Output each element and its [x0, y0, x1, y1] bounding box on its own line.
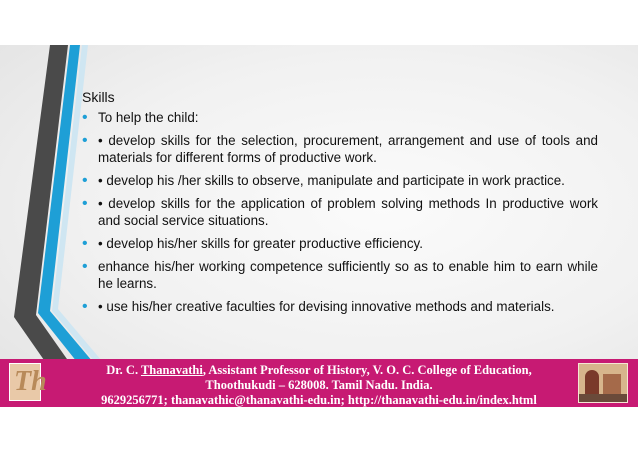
- slide-content: [82, 89, 598, 321]
- photo-floor: [579, 394, 627, 402]
- bullet-dot-icon: •: [82, 195, 88, 212]
- bullet-item: [82, 109, 598, 126]
- bullet-text: • develop skills for the application of problem solving methods In productive work and social service situations.: [98, 196, 598, 228]
- bullet-item: [82, 172, 598, 189]
- bullet-dot-icon: •: [82, 235, 88, 252]
- slide-heading: Skills: [82, 89, 115, 105]
- bullet-text: To help the child:: [98, 110, 199, 125]
- bullet-list: [82, 109, 598, 315]
- slide: [0, 45, 638, 406]
- bullet-text: • develop skills for the selection, procurement, arrangement and use of tools and materials for different forms of productive work.: [98, 133, 598, 165]
- bullet-dot-icon: •: [82, 109, 88, 126]
- bullet-text: • develop his/her skills for greater productive efficiency.: [98, 236, 423, 251]
- footer-line-2: Thoothukudi – 628008. Tamil Nadu. India.: [205, 378, 433, 392]
- bullet-text: enhance his/her working competence sufficiently so as to enable him to earn while he learns.: [98, 259, 598, 291]
- bullet-dot-icon: •: [82, 258, 88, 275]
- bullet-dot-icon: •: [82, 172, 88, 189]
- author-photo: [578, 363, 628, 403]
- logo-mark: Th: [14, 366, 47, 397]
- bullet-item: [82, 298, 598, 315]
- footer-line-1: [0, 363, 638, 378]
- bullet-item: [82, 235, 598, 252]
- bullet-dot-icon: •: [82, 132, 88, 149]
- bullet-item: [82, 195, 598, 229]
- bullet-text: • use his/her creative faculties for devising innovative methods and materials.: [98, 299, 555, 314]
- footer-author-link[interactable]: Thanavathi: [140, 363, 203, 377]
- footer-line-1-prefix: Dr. C.: [106, 363, 141, 377]
- bullet-text: • develop his /her skills to observe, manipulate and participate in work practice.: [98, 173, 565, 188]
- footer-line-1-suffix: , Assistant Professor of History, V. O. C. College of Education,: [202, 363, 532, 377]
- footer-line-3: 9629256771; thanavathic@thanavathi-edu.in; http://thanavathi-edu.in/index.html: [101, 393, 537, 407]
- photo-figure-2: [603, 374, 621, 394]
- bullet-item: [82, 132, 598, 166]
- photo-figure-1: [585, 370, 599, 396]
- footer-banner: [0, 359, 638, 407]
- bullet-dot-icon: •: [82, 298, 88, 315]
- bullet-item: [82, 258, 598, 292]
